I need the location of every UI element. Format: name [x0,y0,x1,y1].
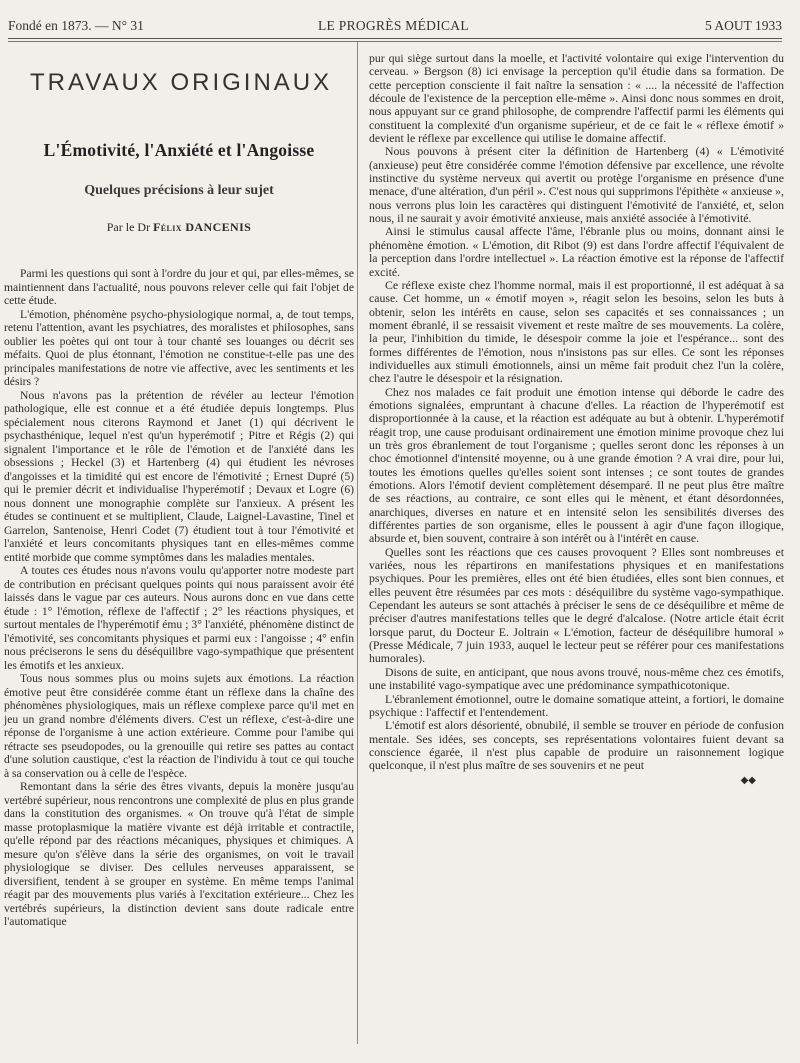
article-title: L'Émotivité, l'Anxiété et l'Angoisse [43,140,315,160]
header-rule [8,38,782,39]
continuation-ornament: ◆◆ [740,774,756,786]
paragraph: Tous nous sommes plus ou moins sujets aux émotions. La réaction émotive peut être considérée comme étant un réflexe dans la chaîne des phénomènes physiologiques, mais un réflexe complexe parce qu'il met en jeu un grand nombre d'éléments divers. C'est un réflexe, c'est-à-dire une réponse de l'organisme à une action extérieure. Comme pour l'amibe qui rétracte ses pseudopodes, ou la grenouille qui retire ses pattes au contact d'une solution caustique, c'est la réaction de l'individu à tout ce qui touche à sa conservation ou à celle de l'espèce. [4,672,354,780]
paragraph: Chez nos malades ce fait produit une émotion intense qui déborde le cadre des émotions signalées, empruntant à chacune d'elles. La réaction de l'hyperémotif est disproportionnée à la cause, et la réaction est adéquate au but à obtenir. L'hyperémotif réagit trop, une cause produisant ordinairement une émotion minime provoque chez lui un très gros ébranlement de tout l'organisme ; quelles seront donc les réponses à un choc émotionnel d'intensité moyenne, ou à une grande émotion ? A vrai dire, pour lui, toutes les émotions quelles qu'elles soient sont intenses ; ce sont toutes de grandes émotions. Alors l'émotif devient complètement désemparé. Il ne peut plus être maître de ses réactions, au contraire, ce sont elles qui le mènent, et étant désordonnées, anarchiques, diverses en nature et en intensité selon les sensibilités diverses des différentes parties de son organisme, elles le poussent à agir d'une façon illogique, absurde et, bien souvent, contraire à son intérêt ou à l'intérêt en cause. [369,384,784,546]
left-body [4,267,354,929]
paragraph: Quelles sont les réactions que ces causes provoquent ? Elles sont nombreuses et variées, nous les répartirons en manifestations physiques et en manifestations psychiques. Pour les premières, elles ont été bien étudiées, elles sont bien connues, et elles peuvent être résumées par ces mots : déséquilibre du système vago-sympathique. Cependant les auteurs se sont attachés à préciser le sens de ce déséquilibre et même de préciser d'autres manifestations telles que le degré d'alcalose. (Notre article était écrit lorsque parut, du Docteur E. Joltrain « L'émotion, facteur de déséquilibre humoral » (Presse Médicale, 7 juin 1933, auquel le lecteur peut se référer pour ces manifestations humorales). [369,544,784,666]
paragraph: A toutes ces études nous n'avons voulu qu'apporter notre modeste part de contribution en précisant quelques points qui nous paraissent avoir été laissés dans le vague par ces auteurs. Nous aurons donc en vue dans cette étude : 1° l'émotion, réflexe de l'affectif ; 2° les réactions physiques, et surtout mentales de l'hyperémotif ému ; 3° l'anxiété, phénomène distinct de l'émotivité, ses concomitants physiques et parmi eux : l'angoisse ; 4° enfin nous préciserons le sens du déséquilibre vago-sympathique que présentent les émotifs et les anxieux. [4,564,354,672]
right-body [369,52,784,773]
paragraph: Parmi les questions qui sont à l'ordre du jour et qui, par elles-mêmes, se maintiennent dans l'actualité, nous pouvons relever celle qui fait l'objet de cette étude. [4,267,354,307]
paragraph: Ainsi le stimulus causal affecte l'âme, l'ébranle plus ou moins, donnant ainsi le phénomène émotion. « L'émotion, dit Ribot (9) est dans l'ordre affectif l'équivalent de la perception dans l'ordre intellectuel ». La réaction émotive est la réponse de l'affectif excité. [369,224,784,279]
paragraph: Remontant dans la série des êtres vivants, depuis la monère jusqu'au vertébré supérieur, nous rencontrons une complexité de plus en plus grande dans la constitution des organismes. « On trouve qu'à l'état de simple masse protoplasmique la matière vivante est déjà irritable et contractile, qu'elle répond par des réactions mécaniques, physiques et chimiques. A mesure qu'on s'élève dans la série des organismes, on voit le travail physiologique se diviser. Des cellules nerveuses apparaissent, se diversifient, tendent à se grouper en système. En même temps l'animal réagit par des mouvements plus variés à l'excitation extérieure... Chez les vertébrés supérieurs, la distinction devient sans doute radicale entre l'automatique [4,780,354,928]
paragraph: pur qui siège surtout dans la moelle, et l'activité volontaire qui exige l'intervention du cerveau. » Bergson (8) ici envisage la perception qu'il étudie dans sa formation. De cette perception consciente il fait naître la sensation : « .... la nécessité de l'affection découle de l'existence de la perception elle-même ». Ainsi donc nous sommes en droit, nous appuyant sur ce grand philosophe, de comprendre l'affectif parmi les éléments qui constituent la complexité d'un organisme supérieur, et de ce fait le « réflexe émotif » devient le réflexe par excellence qui utilise le domaine affectif. [369,51,784,146]
header-rule-secondary [8,41,782,42]
journal-title: LE PROGRÈS MÉDICAL [318,18,469,33]
author-line [4,220,354,235]
issue-date: 5 AOUT 1933 [704,18,782,33]
paragraph: L'ébranlement émotionnel, outre le domaine somatique atteint, a fortiori, le domaine psychique : l'affectif et l'entendement. [369,691,784,719]
paragraph: Nous pouvons à présent citer la définition de Hartenberg (4) « L'émotivité (anxieuse) peut être considérée comme l'émotion défensive par excellence, une révolte instinctive du système nerveux qui avertit ou protège l'organisme en présence d'une menace, d'une altération, d'un péril ». C'est nous qui supprimons l'épithète « anxieuse », nous verrons plus loin les caractères qui distinguent l'émotivité de l'anxiété, et, selon nous, il ne saurait y avoir émotivité anxieuse, mais anxiété associée à l'émotivité. [369,144,784,226]
author-prefix: Par le Dr [106,220,151,234]
section-title: TRAVAUX ORIGINAUX [30,69,333,96]
left-column [4,55,354,929]
paragraph: Disons de suite, en anticipant, que nous avons trouvé, nous-même chez ces émotifs, une instabilité vago-sympatique avec une prédominance sympathicotonique. [369,664,784,693]
paragraph: Ce réflexe existe chez l'homme normal, mais il est proportionné, il est adéquat à sa cause. Cet homme, un « émotif moyen », réagit selon les besoins, selon les buts à obtenir, selon les intérêts en cause, selon ses capacités et ses connaissances ; un moment ébranlé, il se ressaisit vivement et reste maître de ses mouvements. La colère, la peur, l'inhibition du timide, le désespoir comme la joie et l'espérance... sont des formes différentes de l'émotion, nous n'insistons pas sur elles. Ce sont les réponses individuelles aux stimuli émotionnels, ainsi un même fait produit chez l'un la colère, chez l'autre le désespoir et la résignation. [369,277,784,386]
paragraph: Nous n'avons pas la prétention de révéler au lecteur l'émotion pathologique, elle est connue et a été étudiée depuis longtemps. Plus spécialement nous citerons Raymond et Janet (1) qui décrivent le psychasthénique, lequel n'est qu'un hyperémotif ; Pitre et Régis (2) qui signalent l'importance et le rôle de l'émotion et de l'anxiété dans les obsessions ; Heckel (3) et Hartenberg (4) qui étudient les névroses d'angoisses et la timidité qui est encore de l'émotivité ; Ernest Dupré (5) qui le premier décrit et individualise l'hyperémotif ; Devaux et Logre (6) nous donnent une monographie complète sur l'anxieux. A présent les études se continuent et se multiplient, Claude, Laignel-Lavastine, Tinel et Garrelon, Santenoise, Henri Codet (7) étudient tout à tour l'émotivité et l'anxiété et leurs concomitants physiques tant en elles-mêmes comme entité morbide que comme symptômes dans les maladies mentales. [4,388,354,564]
running-header [8,18,782,36]
header-founded: Fondé en 1873. — N° 31 [8,18,144,33]
paragraph: L'émotif est alors désorienté, obnubilé, il semble se trouver en période de confusion mentale. Ses idées, ses concepts, ses représentations volontaires fuient devant sa conscience égarée, il n'est plus capable de produire un raisonnement logique quelconque, il n'est plus maître de ses souvenirs et ne peut [369,718,784,773]
author-name: Félix DANCENIS [153,220,252,234]
paragraph: L'émotion, phénomène psycho-physiologique normal, a, de tout temps, retenu l'attention, avant les psychiatres, des moralistes et philosophes, sans oublier les poètes qui ont tour à tour chanté ses louanges ou décrit ses méfaits. Quoi de plus étonnant, l'émotion ne constitue-t-elle pas une des principales manifestations de notre vie affective, avec les sentiments et les désirs ? [4,307,354,388]
right-column [369,52,784,786]
column-divider [357,42,358,1044]
article-subtitle: Quelques précisions à leur sujet [84,183,274,198]
